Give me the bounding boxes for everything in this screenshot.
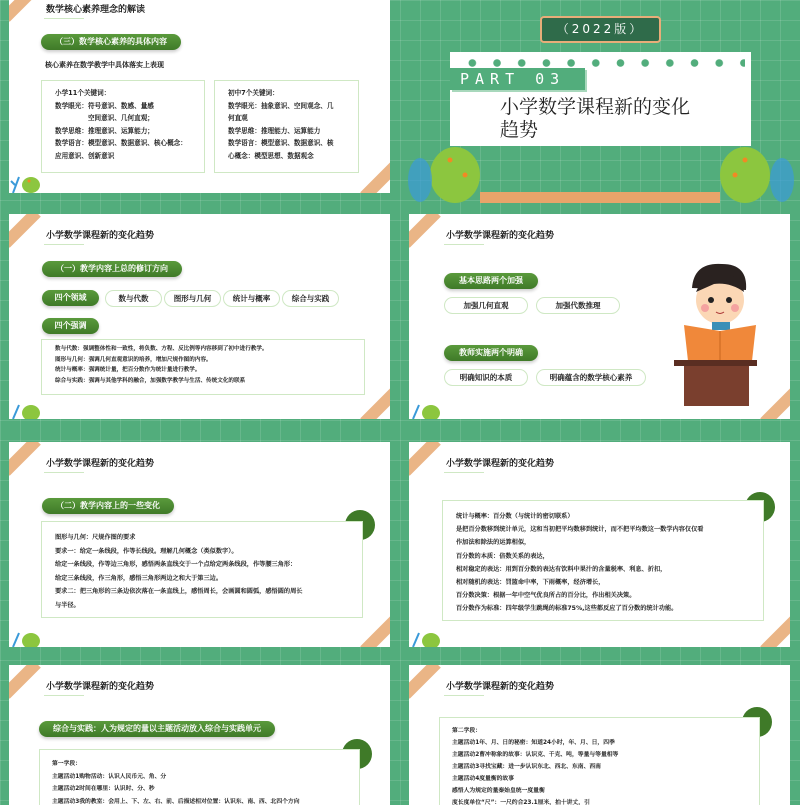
box-line: 相对稳定的表达：用到百分数的表达有饮料中果汁的含量税率、利息、折扣，	[456, 563, 750, 576]
box-line: 给定一条线段，作等边三角形，感悟两条直线交于一个点给定两条线段，作等腰三角形：	[55, 558, 349, 572]
plant-icon	[9, 625, 45, 647]
box-line: 第二学段：	[452, 725, 747, 737]
box-line: 百分数的本质：倍数关系的表达，	[456, 550, 750, 563]
slide-cover[interactable]	[400, 0, 800, 205]
slide-title: 小学数学课程新的变化趋势	[446, 456, 554, 469]
domain-item: 综合与实践	[282, 290, 339, 307]
emphasis-pill: 四个强调	[42, 318, 99, 334]
box-line: 主题活动3寻找宝藏：进一步认识东北、西北、东南、西南	[452, 761, 747, 773]
box-line: 数学眼光：符号意识、数感、量感	[55, 100, 191, 113]
title-underline	[44, 244, 84, 245]
box-line: 要求二：把三角形的三条边依次落在一条直线上，感悟周长，会画圆和圆弧，感悟圆的周长	[55, 585, 349, 599]
box-line: 初中7个关键词：	[228, 87, 345, 100]
box-line: 百分数决策：根据一年中空气优良所占的百分比，作出相关决策。	[456, 589, 750, 602]
box-line: 图形与几何：强调几何直观意识的培养，增加尺规作图的内容。	[55, 355, 351, 366]
cover-title	[500, 96, 690, 142]
primary-keywords-box	[41, 80, 205, 173]
plant-icon	[409, 625, 445, 647]
box-line: 综合与实践：强调与其他学科的融合，加强数学教学与生活、传统文化的联系	[55, 376, 351, 387]
tape-decoration	[9, 214, 41, 248]
box-line: 主题活动4度量衡的故事	[452, 773, 747, 785]
plant-icon	[409, 397, 445, 419]
box-line: 主题活动1年、月、日的秘密：知道24小时，年、月、日，四季	[452, 737, 747, 749]
box-line: 数学思维：推理能力、运算能力	[228, 125, 345, 138]
slide-title: 数学核心素养理念的解读	[46, 2, 145, 15]
tape-decoration	[409, 442, 441, 476]
tape-decoration	[409, 214, 441, 248]
subtitle: 核心素养在数学教学中具体落实上表现	[45, 60, 164, 70]
plant-right-icon	[710, 140, 800, 205]
section-pill: 基本思路两个加强	[444, 273, 538, 289]
domain-item: 数与代数	[105, 290, 162, 307]
title-underline	[44, 472, 84, 473]
box-line: 主题活动2时间在哪里：认识时、分、秒	[52, 783, 347, 796]
content-box	[442, 500, 764, 621]
box-line: 主题活动3我的教室：会用上、下、左、右、前、后描述相对位置：认识东、南、西、北四个方向	[52, 796, 347, 805]
plant-icon	[9, 171, 45, 193]
box-line: 主题活动2曹冲称象的故事：认识克、千克、吨，等量与等量相等	[452, 749, 747, 761]
domains-pill: 四个领域	[42, 290, 99, 306]
title-underline	[444, 695, 484, 696]
edition-badge: （2022版）	[540, 16, 661, 43]
section-pill: 教师实施两个明确	[444, 345, 538, 361]
title-underline	[44, 18, 84, 19]
plant-left-icon	[400, 140, 490, 205]
box-line: 作加法和除法的运算相似，	[456, 536, 750, 549]
domain-item: 图形与几何	[164, 290, 221, 307]
cover-title-line: 小学数学课程新的变化	[500, 96, 690, 119]
box-line: 主题活动1购物活动：认识人民币元、角、分	[52, 771, 347, 784]
box-line: 数学语言：模型意识、数据意识、核	[228, 137, 345, 150]
emphasis-box	[41, 339, 365, 395]
box-line: 是把百分数移到统计单元，这和当初把平均数移到统计，而不把平均数这一数学内容仅仅看	[456, 523, 750, 536]
content-box	[39, 749, 360, 805]
item-pill: 加强几何直观	[444, 297, 528, 314]
slide-title: 小学数学课程新的变化趋势	[446, 228, 554, 241]
box-line: 给定三条线段，作三角形，感悟三角形两边之和大于第三边。	[55, 572, 349, 586]
slide-title: 小学数学课程新的变化趋势	[46, 228, 154, 241]
tape-decoration	[409, 665, 441, 699]
slide-title: 小学数学课程新的变化趋势	[46, 679, 154, 692]
box-line: 应用意识、创新意识	[55, 150, 191, 163]
box-line: 感悟人为规定的量秦始皇统一度量衡	[452, 785, 747, 797]
box-line: 与半径。	[55, 599, 349, 613]
section-pill: （二）教学内容上的一些变化	[42, 498, 174, 514]
item-pill: 加强代数推理	[536, 297, 620, 314]
section-pill: （三）数学核心素养的具体内容	[41, 34, 181, 50]
box-line: 空间意识、几何直观；	[55, 112, 191, 125]
junior-keywords-box	[214, 80, 359, 173]
tape-decoration	[9, 665, 41, 699]
slide-practice-stage2[interactable]	[409, 665, 790, 805]
item-pill: 明确蕴含的数学核心素养	[536, 369, 646, 386]
item-pill: 明确知识的本质	[444, 369, 528, 386]
section-pill: 综合与实践：人为规定的量以主题活动放入综合与实践单元	[39, 721, 275, 737]
cover-card	[450, 52, 751, 146]
box-line: 度长度单位“尺”：一尺约合23.1厘米，拍十讲丈，引	[452, 797, 747, 805]
title-underline	[444, 472, 484, 473]
box-line: 统计与概率：百分数（与统计的密切联系）	[456, 510, 750, 523]
box-line: 相对随机的表达：罚篮命中率，下雨概率，经济增长，	[456, 576, 750, 589]
box-line: 百分数作为标准：四年级学生跳绳的标准75%,这些都反应了百分数的统计功能。	[456, 602, 750, 615]
cover-strip	[480, 192, 720, 203]
box-line: 数学语言：模型意识、数据意识、核心概念：	[55, 137, 191, 150]
box-line: 数与代数：强调整体性和一致性，将负数、方程、反比例等内容移到了初中进行教学。	[55, 344, 351, 355]
content-box	[41, 521, 363, 618]
box-line: 第一学段：	[52, 758, 347, 771]
boy-reading-illustration	[674, 258, 769, 406]
section-pill: （一）教学内容上总的修订方向	[42, 261, 182, 277]
box-line: 统计与概率：强调统计量，把百分数作为统计量进行教学。	[55, 365, 351, 376]
box-line: 何直观	[228, 112, 345, 125]
tape-decoration	[360, 161, 390, 193]
box-line: 小学11个关键词：	[55, 87, 191, 100]
part-label: PART 03	[450, 68, 585, 90]
slide-percentages[interactable]	[409, 442, 790, 647]
slide-core-literacy[interactable]	[9, 0, 390, 193]
slide-title: 小学数学课程新的变化趋势	[46, 456, 154, 469]
box-line: 数学眼光：抽象意识、空间观念、几	[228, 100, 345, 113]
domain-item: 统计与概率	[223, 290, 280, 307]
plant-icon	[9, 397, 45, 419]
slide-content-changes[interactable]	[9, 442, 390, 647]
box-line: 数学思维：推理意识、运算能力；	[55, 125, 191, 138]
slide-two-strengthen[interactable]	[409, 214, 790, 419]
tape-decoration	[760, 615, 790, 647]
tape-decoration	[9, 442, 41, 476]
content-box	[439, 717, 760, 805]
box-line: 图形与几何：尺规作图的要求	[55, 531, 349, 545]
box-line: 要求一：给定一条线段，作等长线段。理解几何概念（类似数字）。	[55, 545, 349, 559]
slide-title: 小学数学课程新的变化趋势	[446, 679, 554, 692]
title-underline	[44, 695, 84, 696]
tape-decoration	[9, 0, 41, 22]
slide-revision-direction[interactable]	[9, 214, 390, 419]
tape-decoration	[360, 615, 390, 647]
title-underline	[444, 244, 484, 245]
box-line: 心概念：模型思想、数据观念	[228, 150, 345, 163]
dots-decoration	[460, 59, 745, 67]
cover-title-line: 趋势	[500, 119, 690, 142]
slide-practice-stage1[interactable]	[9, 665, 390, 805]
